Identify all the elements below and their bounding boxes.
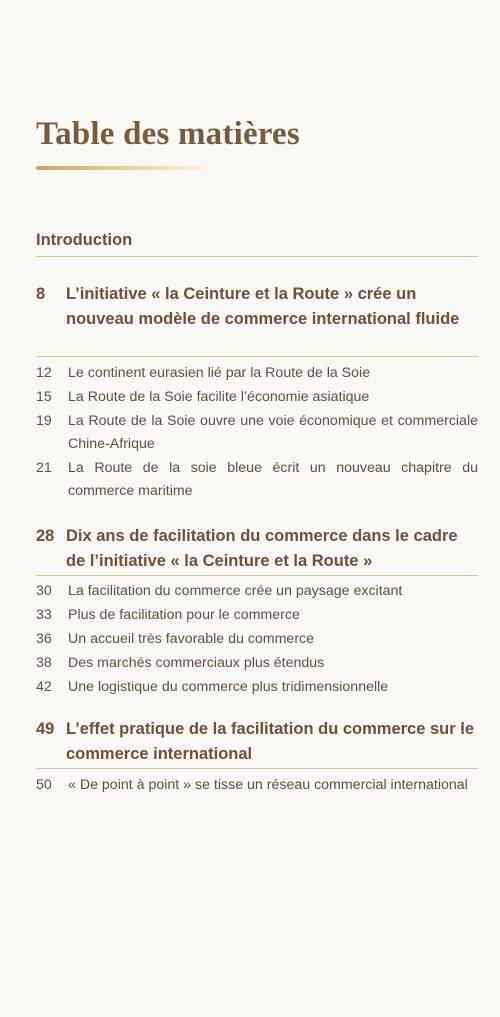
- entry-page-number: 42: [36, 679, 52, 695]
- entry-page-number: 21: [36, 460, 52, 476]
- entry-page-number: 36: [36, 631, 52, 647]
- toc-section: [36, 717, 478, 767]
- entry-title: Le continent eurasien lié par la Route de la Soie: [68, 365, 371, 381]
- toc-entry: [36, 676, 478, 699]
- divider: [36, 575, 478, 576]
- section-title: L’initiative « la Ceinture et la Route » crée un nouveau modèle de commerce international fluide: [66, 285, 460, 328]
- section-heading: [36, 524, 478, 574]
- page-title: Table des matières: [36, 116, 300, 152]
- entry-title: La Route de la Soie ouvre une voie économique et commerciale Chine-Afrique: [68, 413, 478, 452]
- divider: [36, 356, 478, 357]
- toc-section: [36, 282, 478, 332]
- toc-entry: [36, 652, 478, 675]
- toc-section: [36, 524, 478, 574]
- title-underline: [36, 166, 212, 170]
- entry-page-number: 15: [36, 389, 52, 405]
- entry-page-number: 33: [36, 607, 52, 623]
- entry-title: Des marchés commerciaux plus étendus: [68, 655, 325, 671]
- entry-page-number: 50: [36, 777, 52, 793]
- section-title: Dix ans de facilitation du commerce dans le cadre de l’initiative « la Ceinture et la Route »: [66, 527, 458, 570]
- section-entries: [36, 774, 478, 798]
- entry-title: La Route de la Soie facilite l’économie asiatique: [68, 389, 370, 405]
- toc-entry: [36, 604, 478, 627]
- toc-entry: [36, 580, 478, 603]
- introduction-heading: Introduction: [36, 231, 133, 249]
- entry-title: « De point à point » se tisse un réseau commercial international: [68, 777, 468, 793]
- section-title: L’effet pratique de la facilitation du commerce sur le commerce international: [66, 720, 475, 763]
- entry-title: Une logistique du commerce plus tridimensionnelle: [68, 679, 389, 695]
- entry-page-number: 30: [36, 583, 52, 599]
- toc-entry: [36, 362, 478, 385]
- entry-page-number: 38: [36, 655, 52, 671]
- entry-title: Un accueil très favorable du commerce: [68, 631, 315, 647]
- section-heading: [36, 717, 478, 767]
- section-page-number: 28: [36, 527, 55, 545]
- section-page-number: 8: [36, 285, 46, 303]
- toc-entry: [36, 457, 478, 503]
- toc-entry: [36, 628, 478, 651]
- toc-entry: [36, 386, 478, 409]
- section-entries: [36, 580, 478, 700]
- entry-page-number: 12: [36, 365, 52, 381]
- toc-entry: [36, 410, 478, 456]
- entry-title: La facilitation du commerce crée un paysage excitant: [68, 583, 403, 599]
- section-entries: [36, 362, 478, 504]
- section-heading: [36, 282, 478, 332]
- toc-entry: [36, 774, 478, 797]
- section-page-number: 49: [36, 720, 55, 738]
- entry-title: Plus de facilitation pour le commerce: [68, 607, 300, 623]
- entry-title: La Route de la soie bleue écrit un nouveau chapitre du commerce maritime: [68, 460, 478, 499]
- entry-page-number: 19: [36, 413, 52, 429]
- divider: [36, 256, 478, 257]
- divider: [36, 768, 478, 769]
